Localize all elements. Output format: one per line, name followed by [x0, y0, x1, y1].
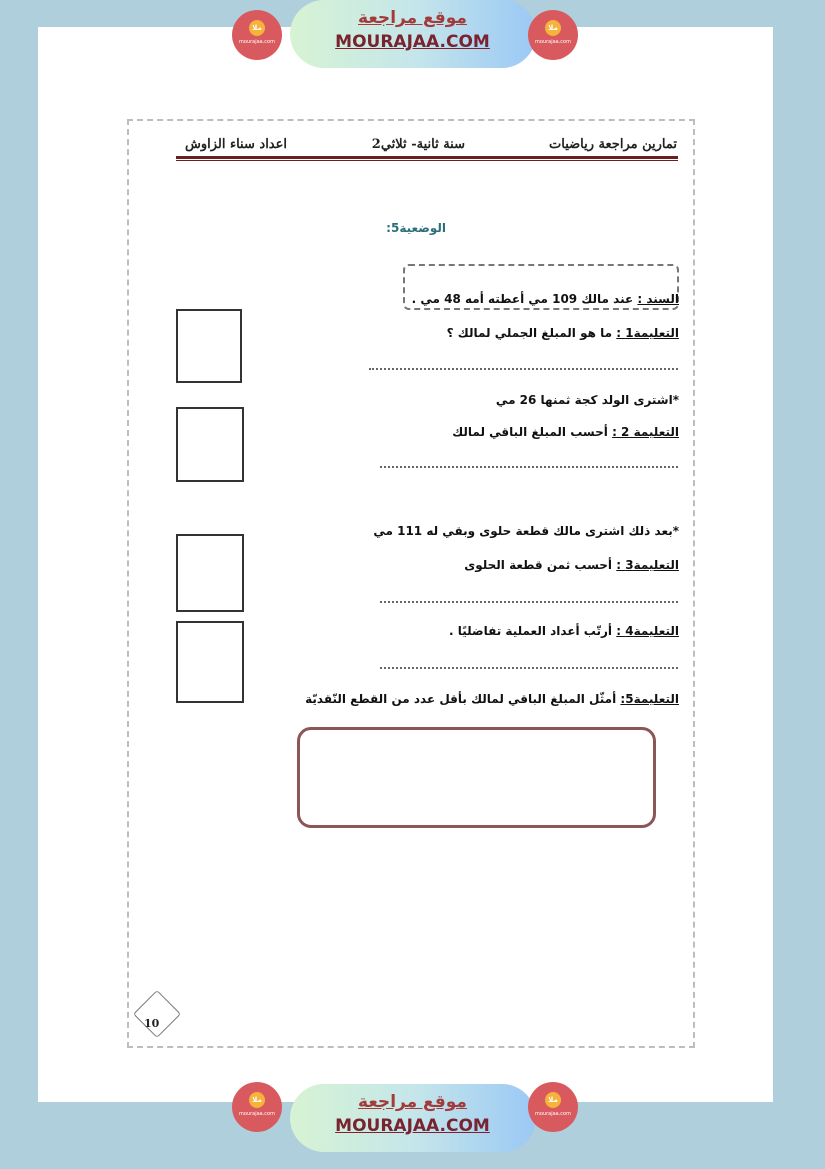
note-2: *بعد ذلك اشترى مالك قطعة حلوى وبقي له 111 مي	[373, 524, 679, 538]
banner-english[interactable]: MOURAJAA.COM	[335, 32, 490, 52]
question-5	[305, 692, 679, 706]
context-label: السند :	[637, 292, 679, 306]
answer-square-1[interactable]	[176, 309, 242, 383]
logo-mark: ملا	[545, 1092, 561, 1108]
site-banner-top[interactable]	[290, 0, 536, 68]
logo-caption: mourajaa.com	[534, 39, 571, 45]
question-1-label: التعليمة1 :	[616, 326, 679, 340]
banner-arabic[interactable]: موقع مراجعة	[358, 8, 467, 28]
banner-arabic[interactable]: موقع مراجعة	[358, 1092, 467, 1112]
question-2-label: التعليمة 2 :	[612, 425, 679, 439]
question-4	[449, 624, 679, 638]
logo-left-bottom	[232, 1082, 282, 1132]
answer-line-3[interactable]	[380, 601, 678, 603]
context-text: عند مالك 109 مي أعطته أمه 48 مي .	[411, 292, 634, 306]
logo-mark: ملا	[249, 1092, 265, 1108]
question-1-text: ما هو المبلغ الجملي لمالك ؟	[446, 326, 613, 340]
context-line	[412, 292, 679, 306]
question-3	[464, 558, 679, 572]
site-banner-bottom[interactable]	[290, 1084, 536, 1152]
question-5-label: التعليمة5:	[620, 692, 679, 706]
page-number: 10	[144, 1017, 160, 1030]
logo-right-top	[528, 10, 578, 60]
header-divider-thin	[176, 160, 678, 161]
answer-line-1[interactable]	[369, 368, 678, 370]
question-2-text: أحسب المبلغ الباقي لمالك	[452, 425, 608, 439]
banner-english[interactable]: MOURAJAA.COM	[335, 1116, 490, 1136]
question-4-text: أرتّب أعداد العملية تفاضليًا .	[448, 624, 613, 638]
answer-square-4[interactable]	[176, 621, 244, 703]
answer-square-2[interactable]	[176, 407, 244, 482]
question-3-text: أحسب ثمن قطعة الحلوى	[464, 558, 613, 572]
question-5-text: أمثّل المبلغ الباقي لمالك بأقل عدد من القطع النّقديّة	[305, 692, 617, 706]
question-1	[447, 326, 679, 340]
header-author: اعداد سناء الزاوش	[184, 137, 287, 152]
logo-mark: ملا	[545, 20, 561, 36]
note-1: *اشترى الولد كجة ثمنها 26 مي	[495, 393, 679, 407]
logo-caption: mourajaa.com	[238, 1111, 275, 1117]
answer-box-5[interactable]	[297, 727, 656, 828]
answer-line-2[interactable]	[380, 466, 678, 468]
situation-title: الوضعية5:	[386, 221, 446, 235]
header-level: سنة ثانية- ثلاثي2	[371, 137, 465, 152]
header-subject: تمارين مراجعة رياضيات	[549, 137, 677, 152]
logo-mark: ملا	[249, 20, 265, 36]
header-divider	[176, 156, 678, 159]
logo-right-bottom	[528, 1082, 578, 1132]
logo-left-top	[232, 10, 282, 60]
answer-square-3[interactable]	[176, 534, 244, 612]
logo-caption: mourajaa.com	[534, 1111, 571, 1117]
question-4-label: التعليمة4 :	[616, 624, 679, 638]
question-2	[452, 425, 679, 439]
question-3-label: التعليمة3 :	[616, 558, 679, 572]
answer-line-4[interactable]	[380, 667, 678, 669]
logo-caption: mourajaa.com	[238, 39, 275, 45]
